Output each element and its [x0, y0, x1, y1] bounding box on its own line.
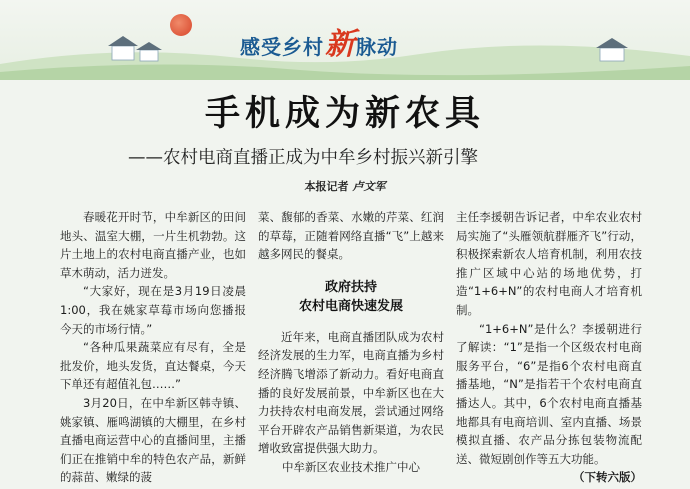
continued-on-page-note[interactable]: （下转六版） — [573, 470, 642, 485]
column-subheading — [258, 278, 444, 316]
section-title — [240, 28, 398, 60]
paragraph: 近年来，电商直播团队成为农村经济发展的生力军，电商直播为乡村经济腾飞增添了新动力。看好电商直播的良好发展前景，中牟新区也在大力扶持农村电商发展，尝试通过网络平台开辟农产品销售新渠道，为农民增收致富提供强大助力。 — [258, 329, 444, 456]
column-subheading-line1: 政府扶持 — [324, 279, 377, 295]
section-title-highlight: 新 — [325, 27, 355, 62]
paragraph: “各种瓜果蔬菜应有尽有，全是批发价，地头发货，直达餐桌，今天下单还有超值礼包……” — [60, 340, 246, 392]
paragraph-organization: 中牟新区农业技术推广中心 — [282, 459, 420, 474]
byline-author: 卢文军 — [352, 180, 386, 193]
column-subheading-line2: 农村电商快速发展 — [298, 298, 403, 314]
article-column-3 — [456, 208, 642, 487]
section-title-part1: 感受乡村 — [240, 35, 324, 59]
paragraph: 春暖花开时节，中牟新区的田间地头、温室大棚，一片生机勃勃。这片土地上的农村电商直播产业，也如草木萌动，活力迸发。 — [60, 210, 246, 280]
section-title-part2: 脉动 — [356, 35, 398, 59]
paragraph-continued: 主任李援朝告诉记者，中牟农业农村局实施了“头雁领航群雁齐飞”行动，积极探索新农人培育机制，利用农技推广区域中心站的场地优势，打造“1+6+N”的农村电商人才培育机制。 — [456, 210, 642, 317]
article-title: 手机成为新农具 — [204, 93, 485, 134]
paragraph: “1+6+N”是什么？李援朝进行了解读：“1”是指一个区级农村电商服务平台，“6”是指6个农村电商直播基地，“N”是指若干个农村电商直播达人。其中，6个农村电商直播基地都具有电商培训、室内直播、场景模拟直播、农产品分拣包装物流配送、微短剧创作等五大功能。 — [456, 321, 642, 466]
article-column-1 — [60, 208, 246, 487]
article-column-2 — [258, 208, 444, 477]
paragraph-continued: 菜、馥郁的香菜、水嫩的芹菜、红润的草莓，正随着网络直播“飞”上越来越多网民的餐桌。 — [258, 210, 444, 262]
section-banner — [0, 0, 690, 78]
byline-prefix: 本报记者 — [304, 180, 349, 193]
paragraph: “大家好，现在是3月19日凌晨1:00，我在姚家草莓市场向您播报今天的市场行情。” — [60, 284, 246, 336]
article-subtitle: ——农村电商直播正成为中牟乡村振兴新引擎 — [128, 148, 478, 168]
byline — [0, 178, 690, 194]
paragraph: 3月20日，在中牟新区韩寺镇、姚家镇、雁鸣湖镇的大棚里，在乡村直播电商运营中心的直播间里，主播们正在推销中牟的特色农产品，新鲜的蒜苗、嫩绿的菠 — [60, 395, 246, 485]
